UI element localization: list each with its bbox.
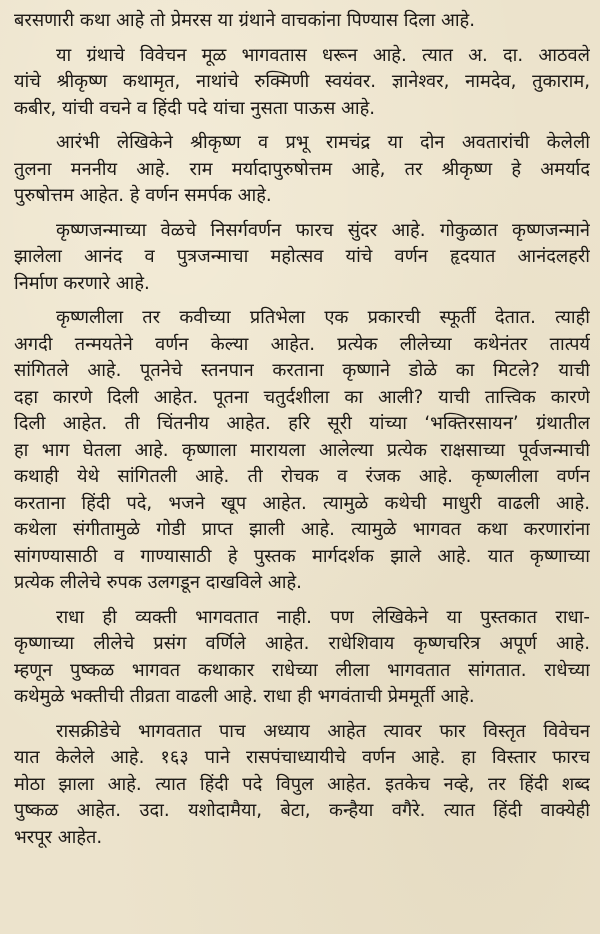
text-line: म्हणून पुष्कळ भागवत कथाकार राधेच्या लीला भागवतात सांगतात. राधेच्या (14, 659, 590, 681)
text-line: आरंभी लेखिकेने श्रीकृष्ण व प्रभू रामचंद्र या दोन अवतारांची केलेली (56, 132, 590, 153)
text-line: रासक्रीडेचे भागवतात पाच अध्याय आहेत त्यावर फार विस्तृत विवेचन (56, 720, 590, 742)
text-line: पुष्कळ आहेत. उदा. यशोदामैया, बेटा, कन्हैया वगैरे. त्यात हिंदी वाक्येही (14, 800, 590, 821)
text-line: निर्माण करणारे आहे. (14, 272, 150, 294)
text-line: दिली आहेत. ती चिंतनीय आहेत. हरि सूरी यांच्या ‘भक्तिरसायन’ ग्रंथातील (14, 413, 590, 434)
text-line: कथाही येथे सांगितली आहे. ती रोचक व रंजक आहे. कृष्णलीला वर्णन (14, 466, 590, 487)
text-line: यात केलेले आहे. १६३ पाने रासपंचाध्यायीचे वर्णन आहे. हा विस्तार फारच (14, 747, 590, 768)
text-line: हा भाग घेतला आहे. कृष्णाला मारायला आलेल्या प्रत्येक राक्षसाच्या पूर्वजन्माची (14, 439, 590, 461)
text-line: बरसणारी कथा आहे तो प्रेमरस या ग्रंथाने वाचकांना पिण्यास दिला आहे. (14, 10, 475, 31)
paragraph-2 (14, 43, 590, 123)
text-line: राधा ही व्यक्ती भागवतात नाही. पण लेखिकेने या पुस्तकात राधा- (56, 606, 590, 628)
text-line: मोठा झाला आहे. त्यात हिंदी पदे विपुल आहेत. इतकेच नव्हे, तर हिंदी शब्द (14, 773, 590, 795)
text-line: प्रत्येक लीलेचे रुपक उलगडून दाखविले आहे. (14, 572, 302, 593)
text-line: यांचे श्रीकृष्ण कथामृत, नाथांचे रुक्मिणी स्वयंवर. ज्ञानेश्वर, नामदेव, तुकाराम, (14, 71, 590, 92)
text-line: कबीर, यांची वचने व हिंदी पदे यांचा नुसता पाऊस आहे. (14, 97, 376, 119)
text-line: या ग्रंथाचे विवेचन मूळ भागवतास धरून आहे. त्यात अ. दा. आठवले (56, 44, 590, 66)
text-line: सांगण्यासाठी व गाण्यासाठी हे पुस्तक मार्गदर्शक झाले आहे. यात कृष्णाच्या (14, 545, 590, 567)
text-line: करताना हिंदी पदे, भजने खूप आहेत. त्यामुळे कथेची माधुरी वाढली आहे. (14, 492, 590, 514)
paragraph-3 (14, 130, 590, 210)
text-line: कृष्णलीला तर कवीच्या प्रतिभेला एक प्रकारची स्फूर्ती देतात. त्याही (56, 307, 590, 328)
text-line: कथेला संगीतामुळे गोडी प्राप्त झाली आहे. त्यामुळे भागवत कथा करणारांना (14, 519, 590, 540)
text-line: कृष्णजन्माच्या वेळचे निसर्गवर्णन फारच सुंदर आहे. गोकुळात कृष्णजन्माने (56, 219, 590, 241)
text-line: अगदी तन्मयतेने वर्णन केल्या आहेत. प्रत्येक लीलेच्या कथेनंतर तात्पर्य (14, 333, 590, 355)
paragraph-5 (14, 305, 590, 597)
text-line: तुलना मननीय आहे. राम मर्यादापुरुषोत्तम आहे, तर श्रीकृष्ण हे अमर्याद (14, 158, 590, 180)
text-line: पुरुषोत्तम आहेत. हे वर्णन समर्पक आहे. (14, 185, 272, 206)
text-line: भरपूर आहेत. (14, 826, 103, 848)
text-line: कृष्णाच्या लीलेचे प्रसंग वर्णिले आहेत. राधेशिवाय कृष्णचरित्र अपूर्ण आहे. (14, 633, 590, 654)
marathi-text-body (14, 8, 590, 859)
text-line: झालेला आनंद व पुत्रजन्माचा महोत्सव यांचे वर्णन हृदयात आनंदलहरी (14, 246, 590, 267)
paragraph-7 (14, 719, 590, 852)
text-line: सांगितले आहे. पूतनेचे स्तनपान करताना कृष्णाने डोळे का मिटले? याची (14, 360, 590, 381)
text-line: दहा कारणे दिली आहेत. पूतना चतुर्दशीला का आली? याची तात्त्विक कारणे (14, 386, 590, 408)
text-line: कथेमुळे भक्तीची तीव्रता वाढली आहे. राधा ही भगवंताची प्रेममूर्ती आहे. (14, 686, 475, 707)
paragraph-1 (14, 8, 590, 35)
paragraph-6 (14, 605, 590, 711)
paragraph-4 (14, 218, 590, 298)
